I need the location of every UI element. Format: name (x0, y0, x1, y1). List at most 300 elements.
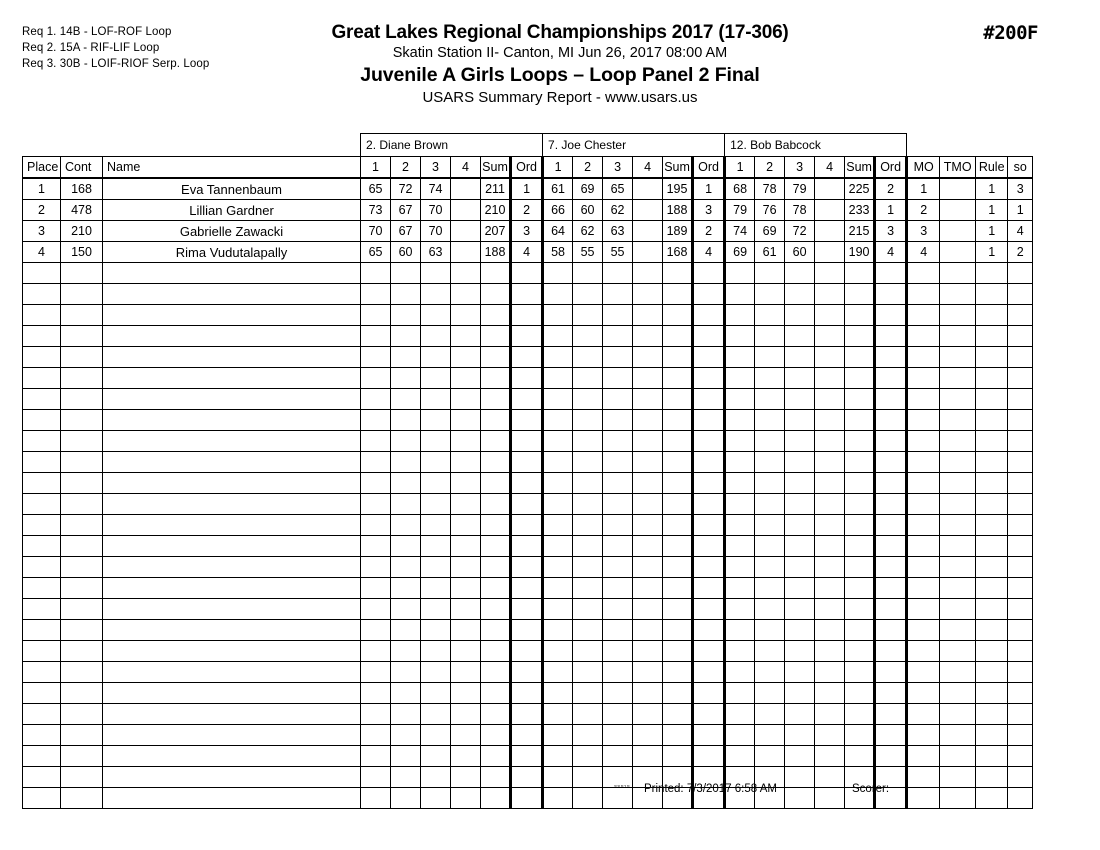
cell-j1-c3 (421, 599, 451, 620)
cell-name (103, 578, 361, 599)
cell-j3-s3: 60 (785, 242, 815, 263)
cell-j2-ord: 2 (693, 221, 725, 242)
cell-j1-c2 (391, 389, 421, 410)
cell-tmo (940, 305, 976, 326)
cell-j2-s3: 62 (603, 200, 633, 221)
cell-j2-c4 (633, 725, 663, 746)
cell-j2-c2 (573, 746, 603, 767)
cell-j3-c2 (755, 410, 785, 431)
cell-j1-c1 (361, 389, 391, 410)
cell-cont (61, 536, 103, 557)
cell-j1-c5 (481, 347, 511, 368)
cell-j2-c2 (573, 515, 603, 536)
cell-j1-ord (511, 263, 543, 284)
cell-tmo (940, 326, 976, 347)
cell-j2-c3 (603, 410, 633, 431)
cell-j2-c5 (663, 578, 693, 599)
cell-j1-c4 (451, 263, 481, 284)
cell-place (23, 725, 61, 746)
table-row-empty (23, 683, 1033, 704)
cell-so: 1 (1008, 200, 1033, 221)
table-row-empty (23, 704, 1033, 725)
cell-j3-s2: 78 (755, 178, 785, 200)
cell-j3-c5 (845, 683, 875, 704)
cell-j2-c5 (663, 599, 693, 620)
cell-j1-c1 (361, 662, 391, 683)
cell-j2-c3 (603, 284, 633, 305)
cell-j1-c2 (391, 410, 421, 431)
cell-name (103, 452, 361, 473)
cell-rule (976, 599, 1008, 620)
cell-j3-c4 (815, 368, 845, 389)
cell-j2-ord (693, 410, 725, 431)
cell-place (23, 557, 61, 578)
cell-j1-c5 (481, 368, 511, 389)
header-j2-3: 3 (603, 157, 633, 179)
cell-j2-s2: 60 (573, 200, 603, 221)
cell-j3-c2 (755, 284, 785, 305)
cell-j3-c2 (755, 578, 785, 599)
cell-j2-c4 (633, 578, 663, 599)
cell-j1-c5 (481, 557, 511, 578)
table-row-empty (23, 620, 1033, 641)
cell-j1-c3 (421, 473, 451, 494)
cell-name (103, 704, 361, 725)
cell-j1-ord (511, 494, 543, 515)
cell-j2-ord (693, 662, 725, 683)
cell-j2-c3 (603, 641, 633, 662)
cell-so (1008, 746, 1033, 767)
cell-j2-ord (693, 620, 725, 641)
cell-j1-c3 (421, 641, 451, 662)
cell-so (1008, 494, 1033, 515)
cell-j1-c2 (391, 536, 421, 557)
cell-j3-c5 (845, 515, 875, 536)
cell-j3-c1 (725, 683, 755, 704)
cell-j1-c3 (421, 557, 451, 578)
cell-j2-c4 (633, 704, 663, 725)
cell-rule: 1 (976, 221, 1008, 242)
table-row-empty (23, 557, 1033, 578)
cell-j1-c5 (481, 725, 511, 746)
cell-j3-c3 (785, 578, 815, 599)
cell-j1-c2 (391, 746, 421, 767)
cell-j3-c1 (725, 473, 755, 494)
cell-j3-c5 (845, 452, 875, 473)
table-row (23, 200, 1033, 221)
cell-j1-c3 (421, 725, 451, 746)
cell-tmo (940, 221, 976, 242)
cell-place (23, 662, 61, 683)
cell-j1-c3 (421, 620, 451, 641)
cell-place: 1 (23, 178, 61, 200)
cell-j2-s4 (633, 221, 663, 242)
cell-j2-c3 (603, 557, 633, 578)
event-code-badge: #200F (983, 22, 1038, 44)
cell-j3-c1 (725, 494, 755, 515)
cell-place (23, 431, 61, 452)
cell-j3-c5 (845, 494, 875, 515)
cell-j1-c1 (361, 746, 391, 767)
header-j2-4: 4 (633, 157, 663, 179)
cell-mo (907, 305, 940, 326)
cell-j3-c4 (815, 389, 845, 410)
header-j3-1: 1 (725, 157, 755, 179)
cell-j2-c4 (633, 284, 663, 305)
cell-j2-ord (693, 452, 725, 473)
report-source: USARS Summary Report - www.usars.us (422, 89, 698, 106)
header-j3-2: 2 (755, 157, 785, 179)
cell-j3-c3 (785, 725, 815, 746)
cell-j1-c3 (421, 578, 451, 599)
scorer-label: Scorer: (852, 783, 890, 795)
cell-j2-c4 (633, 683, 663, 704)
cell-j1-c1 (361, 410, 391, 431)
cell-rule (976, 746, 1008, 767)
cell-j3-c1 (725, 536, 755, 557)
cell-j3-c1 (725, 704, 755, 725)
cell-j2-ord (693, 494, 725, 515)
cell-rule (976, 305, 1008, 326)
cell-j1-c2 (391, 725, 421, 746)
cell-name (103, 410, 361, 431)
cell-j3-ord (875, 452, 907, 473)
cell-j2-c3 (603, 326, 633, 347)
cell-mo (907, 284, 940, 305)
cell-j2-c3 (603, 347, 633, 368)
cell-rule (976, 620, 1008, 641)
cell-j3-c1 (725, 746, 755, 767)
cell-j1-c3 (421, 452, 451, 473)
cell-so (1008, 473, 1033, 494)
cell-j3-c3 (785, 704, 815, 725)
cell-j1-c4 (451, 452, 481, 473)
cell-j3-c2 (755, 263, 785, 284)
cell-j3-s3: 72 (785, 221, 815, 242)
cell-j2-ord (693, 536, 725, 557)
cell-j3-c4 (815, 263, 845, 284)
table-row-empty (23, 389, 1033, 410)
cell-j1-c5 (481, 704, 511, 725)
cell-j2-c4 (633, 557, 663, 578)
cell-j3-c5 (845, 704, 875, 725)
cell-j3-c4 (815, 725, 845, 746)
cell-j2-c1 (543, 557, 573, 578)
cell-j3-c1 (725, 578, 755, 599)
cell-j2-s2: 55 (573, 242, 603, 263)
cell-rule: 1 (976, 178, 1008, 200)
cell-place (23, 347, 61, 368)
cell-j2-c4 (633, 746, 663, 767)
cell-j3-ord (875, 683, 907, 704)
table-row-empty (23, 746, 1033, 767)
cell-so (1008, 599, 1033, 620)
cell-j1-c2 (391, 284, 421, 305)
cell-j3-ord (875, 389, 907, 410)
cell-j2-c5 (663, 536, 693, 557)
cell-j3-c5 (845, 746, 875, 767)
cell-j1-c3 (421, 305, 451, 326)
cell-place (23, 683, 61, 704)
table-row-empty (23, 263, 1033, 284)
cell-j1-ord (511, 746, 543, 767)
cell-tmo (940, 515, 976, 536)
cell-j1-c1 (361, 578, 391, 599)
cell-j1-c3 (421, 536, 451, 557)
cell-so (1008, 452, 1033, 473)
table-row-empty (23, 725, 1033, 746)
results-table (22, 133, 1033, 809)
judge-banner-row (23, 134, 1033, 157)
cell-place (23, 746, 61, 767)
cell-name (103, 515, 361, 536)
cell-j2-c1 (543, 725, 573, 746)
cell-j3-ord (875, 326, 907, 347)
cell-place (23, 599, 61, 620)
cell-mo (907, 662, 940, 683)
cell-j1-c4 (451, 536, 481, 557)
header-j3-3: 3 (785, 157, 815, 179)
cell-mo (907, 326, 940, 347)
cell-cont (61, 347, 103, 368)
cell-j1-c4 (451, 347, 481, 368)
cell-j2-ord (693, 389, 725, 410)
cell-j1-c3 (421, 494, 451, 515)
cell-cont (61, 431, 103, 452)
cell-j2-sum: 189 (663, 221, 693, 242)
requirements-list (22, 24, 209, 72)
cell-rule (976, 326, 1008, 347)
cell-name (103, 368, 361, 389)
cell-name (103, 284, 361, 305)
cell-j1-c5 (481, 515, 511, 536)
cell-j2-c1 (543, 620, 573, 641)
cell-mo (907, 683, 940, 704)
cell-place (23, 368, 61, 389)
event-title: Juvenile A Girls Loops – Loop Panel 2 Final (360, 64, 760, 86)
cell-j3-s2: 76 (755, 200, 785, 221)
cell-j1-c2 (391, 473, 421, 494)
cell-so (1008, 620, 1033, 641)
cell-tmo (940, 620, 976, 641)
cell-j1-ord (511, 683, 543, 704)
cell-j3-c1 (725, 620, 755, 641)
cell-name (103, 725, 361, 746)
cell-rule (976, 263, 1008, 284)
cell-j2-c3 (603, 536, 633, 557)
cell-tmo (940, 263, 976, 284)
cell-j2-c4 (633, 620, 663, 641)
table-row (23, 221, 1033, 242)
cell-tmo (940, 431, 976, 452)
cell-j1-c3 (421, 704, 451, 725)
cell-j1-ord (511, 641, 543, 662)
cell-cont (61, 557, 103, 578)
cell-j3-c5 (845, 557, 875, 578)
cell-j3-s4 (815, 200, 845, 221)
cell-tmo (940, 347, 976, 368)
cell-j1-c1 (361, 347, 391, 368)
cell-j2-c2 (573, 473, 603, 494)
cell-j2-c3 (603, 452, 633, 473)
cell-rule (976, 557, 1008, 578)
cell-mo: 1 (907, 178, 940, 200)
cell-j1-ord (511, 305, 543, 326)
cell-j1-c4 (451, 284, 481, 305)
column-header-row (23, 157, 1033, 179)
cell-j1-c4 (451, 389, 481, 410)
cell-j1-c5 (481, 284, 511, 305)
requirement-line-2: Req 2. 15A - RIF-LIF Loop (22, 42, 160, 54)
cell-j3-s1: 68 (725, 178, 755, 200)
cell-so (1008, 305, 1033, 326)
cell-j3-c1 (725, 452, 755, 473)
cell-rule (976, 368, 1008, 389)
cell-j2-ord (693, 683, 725, 704)
cell-j2-c5 (663, 557, 693, 578)
cell-j1-ord (511, 368, 543, 389)
cell-j2-sum: 195 (663, 178, 693, 200)
cell-j2-c3 (603, 725, 633, 746)
cell-j3-ord (875, 284, 907, 305)
cell-j3-c2 (755, 683, 785, 704)
cell-j2-c2 (573, 536, 603, 557)
cell-j1-c5 (481, 452, 511, 473)
cell-j1-c3 (421, 746, 451, 767)
cell-j1-c4 (451, 431, 481, 452)
cell-j3-ord (875, 725, 907, 746)
cell-j3-c3 (785, 368, 815, 389)
cell-j3-c4 (815, 305, 845, 326)
cell-j2-c2 (573, 284, 603, 305)
cell-j1-s3: 70 (421, 200, 451, 221)
cell-j3-c1 (725, 725, 755, 746)
cell-place (23, 473, 61, 494)
cell-j1-c2 (391, 578, 421, 599)
cell-j1-c2 (391, 326, 421, 347)
cell-j2-c4 (633, 263, 663, 284)
cell-j3-c1 (725, 599, 755, 620)
cell-j2-c5 (663, 347, 693, 368)
cell-rule (976, 347, 1008, 368)
cell-j1-c4 (451, 557, 481, 578)
cell-tmo (940, 578, 976, 599)
cell-cont (61, 473, 103, 494)
cell-j1-ord (511, 284, 543, 305)
cell-j3-sum: 190 (845, 242, 875, 263)
cell-j2-ord (693, 599, 725, 620)
cell-j3-s2: 69 (755, 221, 785, 242)
table-row-empty (23, 347, 1033, 368)
cell-j3-c3 (785, 431, 815, 452)
cell-j3-c4 (815, 683, 845, 704)
cell-cont (61, 515, 103, 536)
cell-j2-c1 (543, 662, 573, 683)
header-j1-sum: Sum (481, 157, 511, 179)
requirement-line-3: Req 3. 30B - LOIF-RIOF Serp. Loop (22, 58, 210, 70)
cell-j2-ord (693, 368, 725, 389)
cell-j1-c4 (451, 515, 481, 536)
cell-j3-c3 (785, 683, 815, 704)
cell-j2-c4 (633, 431, 663, 452)
cell-cont (61, 410, 103, 431)
cell-j1-c4 (451, 326, 481, 347)
cell-j2-c4 (633, 599, 663, 620)
cell-j2-c1 (543, 515, 573, 536)
cell-j3-c3 (785, 662, 815, 683)
cell-j1-s1: 65 (361, 178, 391, 200)
cell-j2-c5 (663, 473, 693, 494)
cell-tmo (940, 452, 976, 473)
cell-so: 4 (1008, 221, 1033, 242)
cell-j1-c5 (481, 746, 511, 767)
cell-j1-s1: 70 (361, 221, 391, 242)
cell-tmo (940, 368, 976, 389)
cell-j1-s3: 70 (421, 221, 451, 242)
cell-j3-ord: 2 (875, 178, 907, 200)
cell-j2-c5 (663, 263, 693, 284)
table-row-empty (23, 326, 1033, 347)
cell-j3-s1: 69 (725, 242, 755, 263)
cell-j3-s1: 79 (725, 200, 755, 221)
cell-rule (976, 683, 1008, 704)
cell-j2-c4 (633, 305, 663, 326)
cell-mo (907, 431, 940, 452)
cell-j3-c4 (815, 599, 845, 620)
cell-j3-c3 (785, 347, 815, 368)
cell-j3-c2 (755, 368, 785, 389)
cell-j1-s2: 67 (391, 200, 421, 221)
cell-j3-c1 (725, 410, 755, 431)
cell-j3-ord (875, 473, 907, 494)
cell-j1-c2 (391, 662, 421, 683)
table-row-empty (23, 410, 1033, 431)
cell-cont (61, 662, 103, 683)
cell-j3-c5 (845, 284, 875, 305)
cell-rule (976, 284, 1008, 305)
cell-tmo (940, 536, 976, 557)
cell-so (1008, 284, 1033, 305)
cell-j2-c2 (573, 662, 603, 683)
cell-cont (61, 683, 103, 704)
cell-j2-ord: 1 (693, 178, 725, 200)
cell-tmo (940, 410, 976, 431)
printed-timestamp: Printed: 7/3/2017 6:58 AM (644, 783, 777, 795)
cell-j3-c1 (725, 305, 755, 326)
cell-j1-s1: 65 (361, 242, 391, 263)
cell-rule (976, 452, 1008, 473)
cell-j1-c4 (451, 410, 481, 431)
cell-j2-c4 (633, 326, 663, 347)
cell-j2-c5 (663, 515, 693, 536)
cell-j3-c2 (755, 536, 785, 557)
cell-j1-c1 (361, 620, 391, 641)
cell-j2-c3 (603, 263, 633, 284)
cell-j1-c1 (361, 452, 391, 473)
cell-j3-c2 (755, 725, 785, 746)
cell-j1-c3 (421, 263, 451, 284)
cell-cont (61, 263, 103, 284)
cell-cont: 210 (61, 221, 103, 242)
cell-j1-c1 (361, 494, 391, 515)
cell-j2-c3 (603, 389, 633, 410)
cell-j3-c4 (815, 452, 845, 473)
cell-j3-s4 (815, 242, 845, 263)
cell-mo (907, 368, 940, 389)
cell-place (23, 515, 61, 536)
cell-j3-c5 (845, 410, 875, 431)
cell-j1-c4 (451, 305, 481, 326)
